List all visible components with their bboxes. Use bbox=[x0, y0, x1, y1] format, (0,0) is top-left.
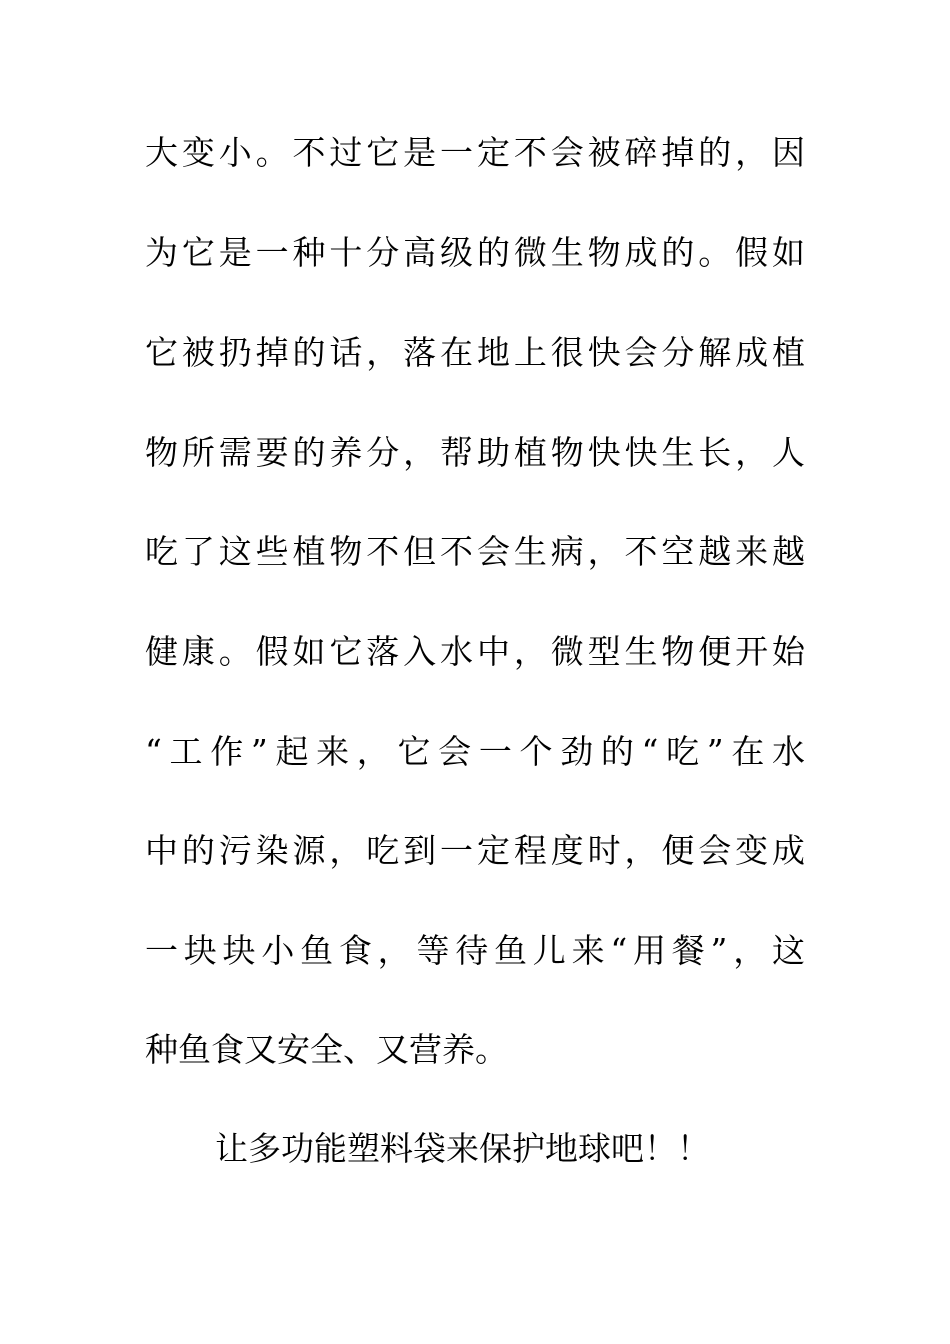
paragraph-line-3: 它被扔掉的话，落在地上很快会分解成植 bbox=[145, 333, 805, 372]
paragraph-line-4: 物所需要的养分，帮助植物快快生长，人 bbox=[145, 433, 805, 472]
paragraph-line-7: “工作”起来，它会一个劲的“吃”在水 bbox=[145, 732, 805, 771]
paragraph-line-5: 吃了这些植物不但不会生病，不空越来越 bbox=[145, 532, 805, 571]
paragraph-line-8: 中的污染源，吃到一定程度时，便会变成 bbox=[145, 831, 805, 870]
paragraph-line-2: 为它是一种十分高级的微生物成的。假如 bbox=[145, 233, 805, 272]
paragraph-line-1: 大变小。不过它是一定不会被碎掉的，因 bbox=[145, 133, 805, 172]
paragraph-line-9: 一块块小鱼食，等待鱼儿来“用餐”，这 bbox=[145, 931, 805, 970]
paragraph-line-10: 种鱼食又安全、又营养。 bbox=[145, 1030, 508, 1069]
paragraph-line-6: 健康。假如它落入水中，微型生物便开始 bbox=[145, 632, 805, 671]
closing-line: 让多功能塑料袋来保护地球吧！！ bbox=[215, 1129, 710, 1168]
